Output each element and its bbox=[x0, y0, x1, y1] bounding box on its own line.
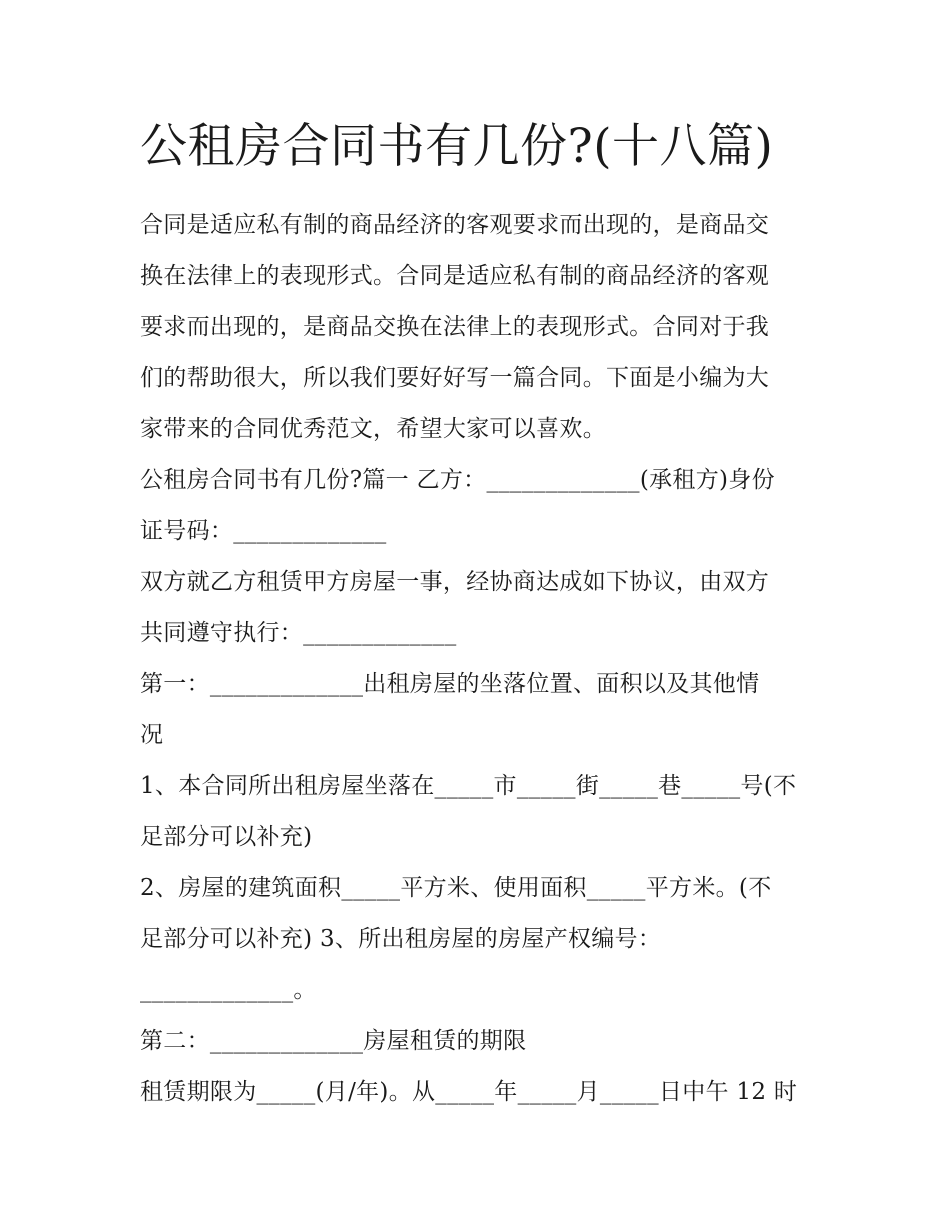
body-line-18: 租赁期限为_____(月/年)。从_____年_____月_____日中午 12 时 bbox=[140, 1079, 798, 1105]
document-body bbox=[140, 200, 820, 1118]
body-line-5: 家带来的合同优秀范文，希望大家可以喜欢。 bbox=[140, 416, 606, 442]
body-line-14: 2、房屋的建筑面积_____平方米、使用面积_____平方米。(不 bbox=[140, 875, 772, 901]
body-line-9: 共同遵守执行：_____________ bbox=[140, 620, 457, 646]
body-line-11: 况 bbox=[140, 722, 164, 748]
body-line-10: 第一：_____________出租房屋的坐落位置、面积以及其他情 bbox=[140, 671, 760, 697]
body-line-2: 换在法律上的表现形式。合同是适应私有制的商品经济的客观 bbox=[140, 263, 770, 289]
body-line-3: 要求而出现的，是商品交换在法律上的表现形式。合同对于我 bbox=[140, 314, 770, 340]
body-line-12: 1、本合同所出租房屋坐落在_____市_____街_____巷_____号(不 bbox=[140, 773, 797, 799]
body-line-7: 证号码：_____________ bbox=[140, 518, 387, 544]
body-line-16: _____________。 bbox=[140, 977, 317, 1003]
body-line-15: 足部分可以补充) 3、所出租房屋的房屋产权编号： bbox=[140, 926, 662, 952]
body-line-1: 合同是适应私有制的商品经济的客观要求而出现的，是商品交 bbox=[140, 212, 770, 238]
body-line-4: 们的帮助很大，所以我们要好好写一篇合同。下面是小编为大 bbox=[140, 365, 770, 391]
document-title: 公租房合同书有几份?(十八篇) bbox=[140, 119, 774, 174]
body-line-13: 足部分可以补充) bbox=[140, 824, 313, 850]
body-line-17: 第二：_____________房屋租赁的期限 bbox=[140, 1028, 527, 1054]
body-line-8: 双方就乙方租赁甲方房屋一事，经协商达成如下协议，由双方 bbox=[140, 569, 770, 595]
body-line-6: 公租房合同书有几份?篇一 乙方：_____________(承租方)身份 bbox=[140, 467, 775, 493]
